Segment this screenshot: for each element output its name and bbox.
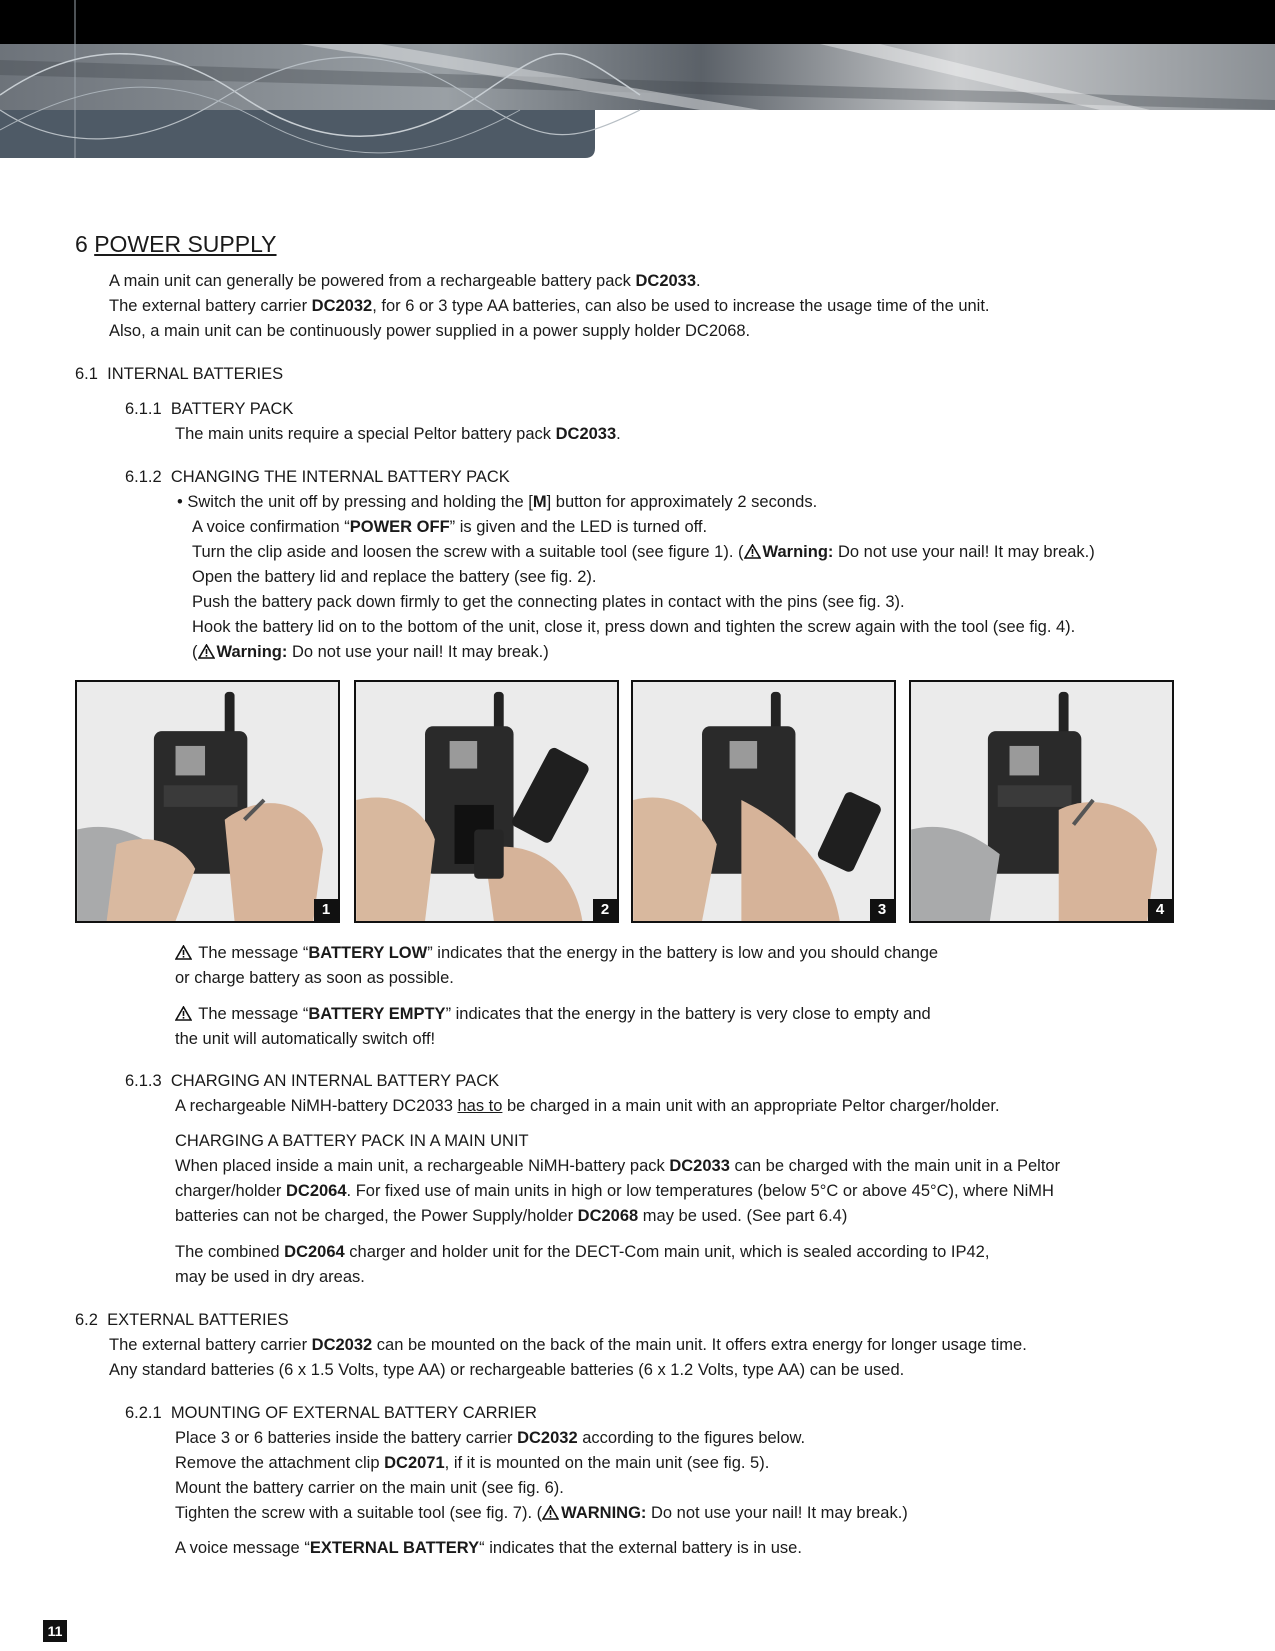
instruction-line-2 — [192, 516, 707, 538]
product-code: DC2064 — [285, 1182, 347, 1200]
figure-4 — [909, 680, 1174, 923]
page-header-band — [0, 0, 1275, 160]
text: The main units require a special Peltor battery pack — [175, 425, 556, 443]
voice-message: BATTERY EMPTY — [308, 1005, 446, 1023]
warning-triangle-icon — [744, 544, 761, 559]
text: When placed inside a main unit, a rechargeable NiMH-battery pack — [175, 1157, 670, 1175]
text: can be charged with the main unit in a Peltor — [729, 1157, 1061, 1175]
subsection-number: 6.1.2 — [125, 468, 162, 486]
product-code: DC2033 — [555, 425, 617, 443]
device-photo-illustration — [911, 682, 1172, 921]
figure-number: 4 — [1148, 899, 1172, 921]
product-code: DC2033 — [635, 272, 697, 290]
section-number: 6 — [75, 231, 88, 257]
text: A voice message “ — [175, 1539, 310, 1557]
text: batteries can not be charged, the Power Supply/holder — [175, 1207, 578, 1225]
subsection-heading-6-1-1 — [125, 398, 293, 420]
charging-subheading: CHARGING A BATTERY PACK IN A MAIN UNIT — [175, 1132, 529, 1150]
product-code: DC2032 — [311, 1336, 373, 1354]
mounting-line-2 — [175, 1452, 769, 1474]
warning-triangle-icon — [175, 1006, 192, 1021]
text: can be mounted on the back of the main unit. It offers extra energy for longer usage time. — [372, 1336, 1027, 1354]
emphasis: has to — [457, 1097, 503, 1115]
warning-triangle-icon — [542, 1505, 559, 1520]
text: Remove the attachment clip — [175, 1454, 385, 1472]
text: Do not use your nail! It may break.) — [646, 1504, 908, 1522]
subsection-number: 6.2.1 — [125, 1404, 162, 1422]
product-code: DC2033 — [669, 1157, 730, 1175]
battery-low-note-line-1 — [175, 942, 938, 964]
charging-para-line-1 — [175, 1155, 1060, 1177]
text: Turn the clip aside and loosen the screw with a suitable tool (see figure 1). ( — [192, 543, 744, 561]
battery-pack-text — [175, 423, 621, 445]
instruction-line-7 — [192, 641, 549, 663]
instruction-line-6: Hook the battery lid on to the bottom of the unit, close it, press down and tighten the screw again with the tool (see fig. 4). — [192, 618, 1076, 636]
mounting-line-5 — [175, 1537, 802, 1559]
product-code: DC2071 — [384, 1454, 445, 1472]
mounting-line-1 — [175, 1427, 805, 1449]
text: The message “ — [198, 944, 309, 962]
section-title: POWER SUPPLY — [94, 231, 277, 257]
mounting-line-3: Mount the battery carrier on the main unit (see fig. 6). — [175, 1479, 564, 1497]
text: Place 3 or 6 batteries inside the battery carrier — [175, 1429, 518, 1447]
intro-line-2 — [109, 295, 990, 317]
warning-triangle-icon — [198, 644, 215, 659]
charging-para-line-5: may be used in dry areas. — [175, 1268, 365, 1286]
text: The combined — [175, 1243, 285, 1261]
battery-low-note-line-2: or charge battery as soon as possible. — [175, 969, 454, 987]
subsection-title: MOUNTING OF EXTERNAL BATTERY CARRIER — [170, 1404, 537, 1422]
header-graphic — [0, 0, 1275, 160]
intro-line-1 — [109, 270, 701, 292]
figure-number: 2 — [593, 899, 617, 921]
text: . — [696, 272, 701, 290]
text: . — [616, 425, 621, 443]
text: Do not use your nail! It may break.) — [287, 643, 549, 661]
text: A voice confirmation “ — [192, 518, 350, 536]
figure-number: 3 — [870, 899, 894, 921]
subsection-number: 6.1.1 — [125, 400, 162, 418]
subsection-title: BATTERY PACK — [170, 400, 294, 418]
subsection-title: EXTERNAL BATTERIES — [107, 1311, 289, 1329]
subsection-heading-6-1 — [75, 363, 283, 385]
warning-label: WARNING: — [561, 1504, 647, 1522]
text: . For fixed use of main units in high or low temperatures (below 5°C or above 45°C), where NiMH — [346, 1182, 1054, 1200]
text: charger and holder unit for the DECT-Com main unit, which is sealed according to IP42, — [344, 1243, 990, 1261]
subsection-title: CHANGING THE INTERNAL BATTERY PACK — [170, 468, 510, 486]
product-code: DC2064 — [284, 1243, 345, 1261]
text: according to the figures below. — [577, 1429, 806, 1447]
product-code: DC2032 — [517, 1429, 578, 1447]
subsection-title: CHARGING AN INTERNAL BATTERY PACK — [170, 1072, 500, 1090]
subsection-heading-6-1-3 — [125, 1070, 499, 1092]
subsection-title: INTERNAL BATTERIES — [107, 365, 284, 383]
battery-empty-note-line-1 — [175, 1003, 931, 1025]
charging-para-line-2 — [175, 1180, 1054, 1202]
text: The external battery carrier — [109, 1336, 312, 1354]
subsection-heading-6-1-2 — [125, 466, 510, 488]
text: Also, a main unit can be continuously power supplied in a power supply holder DC2068. — [109, 322, 751, 340]
mounting-line-4 — [175, 1502, 908, 1524]
figure-2 — [354, 680, 619, 923]
voice-message: POWER OFF — [349, 518, 450, 536]
subsection-heading-6-2-1 — [125, 1402, 537, 1424]
button-name: M — [532, 493, 547, 511]
charging-text — [175, 1095, 1000, 1117]
figure-3 — [631, 680, 896, 923]
text: The message “ — [198, 1005, 309, 1023]
warning-label: Warning: — [762, 543, 834, 561]
text: ( — [192, 643, 198, 661]
voice-message: EXTERNAL BATTERY — [309, 1539, 480, 1557]
instruction-line-3 — [192, 541, 1095, 563]
text: ” indicates that the energy in the battery is very close to empty and — [445, 1005, 931, 1023]
external-text-line-2: Any standard batteries (6 x 1.5 Volts, type AA) or rechargeable batteries (6 x 1.2 Volts, type AA) can be used. — [109, 1361, 905, 1379]
instruction-line-4: Open the battery lid and replace the battery (see fig. 2). — [192, 568, 597, 586]
warning-triangle-icon — [175, 945, 192, 960]
device-photo-illustration — [77, 682, 338, 921]
voice-message: BATTERY LOW — [308, 944, 428, 962]
text: ” indicates that the energy in the battery is low and you should change — [427, 944, 939, 962]
device-photo-illustration — [356, 682, 617, 921]
text: ” is given and the LED is turned off. — [449, 518, 708, 536]
text: “ indicates that the external battery is in use. — [479, 1539, 802, 1557]
text: may be used. (See part 6.4) — [638, 1207, 848, 1225]
product-code: DC2032 — [311, 297, 373, 315]
figure-number: 1 — [314, 899, 338, 921]
text: • Switch the unit off by pressing and holding the [ — [177, 493, 533, 511]
instruction-line-5: Push the battery pack down firmly to get the connecting plates in contact with the pins (see fig. 3). — [192, 593, 905, 611]
subsection-number: 6.1 — [75, 365, 98, 383]
product-code: DC2068 — [577, 1207, 639, 1225]
text: A main unit can generally be powered from a rechargeable battery pack — [109, 272, 636, 290]
text: , if it is mounted on the main unit (see fig. 5). — [444, 1454, 770, 1472]
instruction-line-1 — [177, 491, 817, 513]
charging-para-line-3 — [175, 1205, 847, 1227]
external-text-line-1 — [109, 1334, 1027, 1356]
subsection-number: 6.2 — [75, 1311, 98, 1329]
page-number: 11 — [43, 1620, 67, 1642]
text: A rechargeable NiMH-battery DC2033 — [175, 1097, 458, 1115]
figure-1 — [75, 680, 340, 923]
intro-line-3 — [109, 320, 750, 342]
subsection-number: 6.1.3 — [125, 1072, 162, 1090]
section-heading — [75, 230, 277, 258]
battery-empty-note-line-2: the unit will automatically switch off! — [175, 1030, 436, 1048]
charging-para-line-4 — [175, 1241, 989, 1263]
text: charger/holder — [175, 1182, 286, 1200]
warning-label: Warning: — [216, 643, 288, 661]
text: Do not use your nail! It may break.) — [833, 543, 1095, 561]
text: , for 6 or 3 type AA batteries, can also be used to increase the usage time of the unit. — [372, 297, 990, 315]
subsection-heading-6-2 — [75, 1309, 289, 1331]
text: ] button for approximately 2 seconds. — [546, 493, 818, 511]
text: Tighten the screw with a suitable tool (see fig. 7). ( — [175, 1504, 543, 1522]
text: The external battery carrier — [109, 297, 312, 315]
text: be charged in a main unit with an appropriate Peltor charger/holder. — [502, 1097, 1000, 1115]
device-photo-illustration — [633, 682, 894, 921]
